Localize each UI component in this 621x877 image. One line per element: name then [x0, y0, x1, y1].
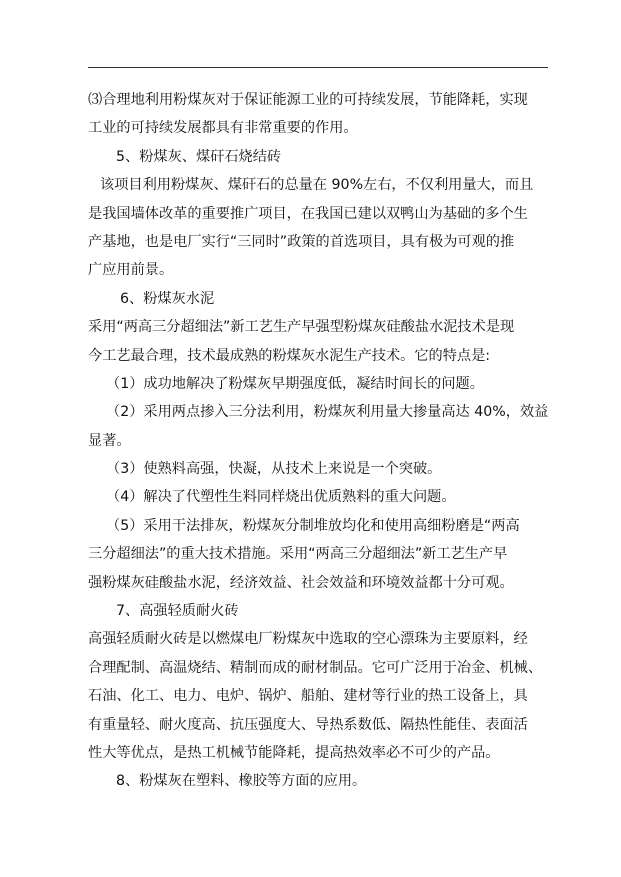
paragraph-line: 石油、化工、电力、电炉、锅炉、船舶、建材等行业的热工设备上，具 [88, 688, 528, 705]
paragraph-line: ⑶合理地利用粉煤灰对于保证能源工业的可持续发展，节能降耗，实现 [88, 92, 528, 108]
document-body [88, 86, 548, 796]
header-rule [88, 67, 548, 68]
paragraph-line: 广应用前景。 [88, 262, 174, 279]
section-heading: 7、高强轻质耐火砖 [116, 603, 239, 620]
list-item: （3）使熟料高强，快凝，从技术上来说是一个突破。 [106, 461, 442, 478]
section-heading: 6、粉煤灰水泥 [120, 290, 215, 307]
paragraph-line: 采用“两高三分超细法”新工艺生产早强型粉煤灰硅酸盐水泥技术是现 [88, 319, 515, 336]
paragraph-line: 强粉煤灰硅酸盐水泥，经济效益、社会效益和环境效益都十分可观。 [88, 574, 514, 591]
paragraph-line: 工业的可持续发展都具有非常重要的作用。 [88, 120, 358, 137]
paragraph-line: 有重量轻、耐火度高、抗压强度大、导热系数低、隔热性能佳、表面活 [88, 716, 528, 733]
list-item: （1）成功地解决了粉煤灰早期强度低，凝结时间长的问题。 [106, 375, 484, 392]
paragraph-line: 三分超细法”的重大技术措施。采用“两高三分超细法”新工艺生产早 [88, 546, 508, 563]
list-item: （4）解决了代塑性生料同样烧出优质熟料的重大问题。 [106, 489, 456, 506]
paragraph-line: 该项目利用粉煤灰、煤矸石的总量在 90%左右，不仅利用量大，而且 [100, 177, 534, 194]
paragraph-line: 性大等优点，是热工机械节能降耗，提高热效率必不可少的产品。 [88, 744, 500, 761]
section-heading: 5、粉煤灰、煤矸石烧结砖 [116, 148, 282, 165]
list-item: （2）采用两点掺入三分法利用，粉煤灰利用量大掺量高达 40%，效益 [106, 404, 549, 421]
paragraph-line: 合理配制、高温烧结、精制而成的耐材制品。它可广泛用于冶金、机械、 [88, 659, 543, 676]
paragraph-line: 今工艺最合理，技术最成熟的粉煤灰水泥生产技术。它的特点是: [88, 347, 491, 364]
paragraph-line: 产基地，也是电厂实行“三同时”政策的首选项目，具有极为可观的推 [88, 233, 515, 250]
paragraph-line: 显著。 [88, 432, 131, 449]
paragraph-line: 是我国墙体改革的重要推广项目，在我国已建以双鸭山为基础的多个生 [88, 205, 528, 222]
section-heading: 8、粉煤灰在塑料、橡胶等方面的应用。 [116, 773, 367, 790]
list-item: （5）采用干法排灰，粉煤灰分制堆放均化和使用高细粉磨是“两高 [106, 517, 520, 534]
paragraph-line: 高强轻质耐火砖是以燃煤电厂粉煤灰中选取的空心漂珠为主要原料，经 [88, 631, 528, 648]
